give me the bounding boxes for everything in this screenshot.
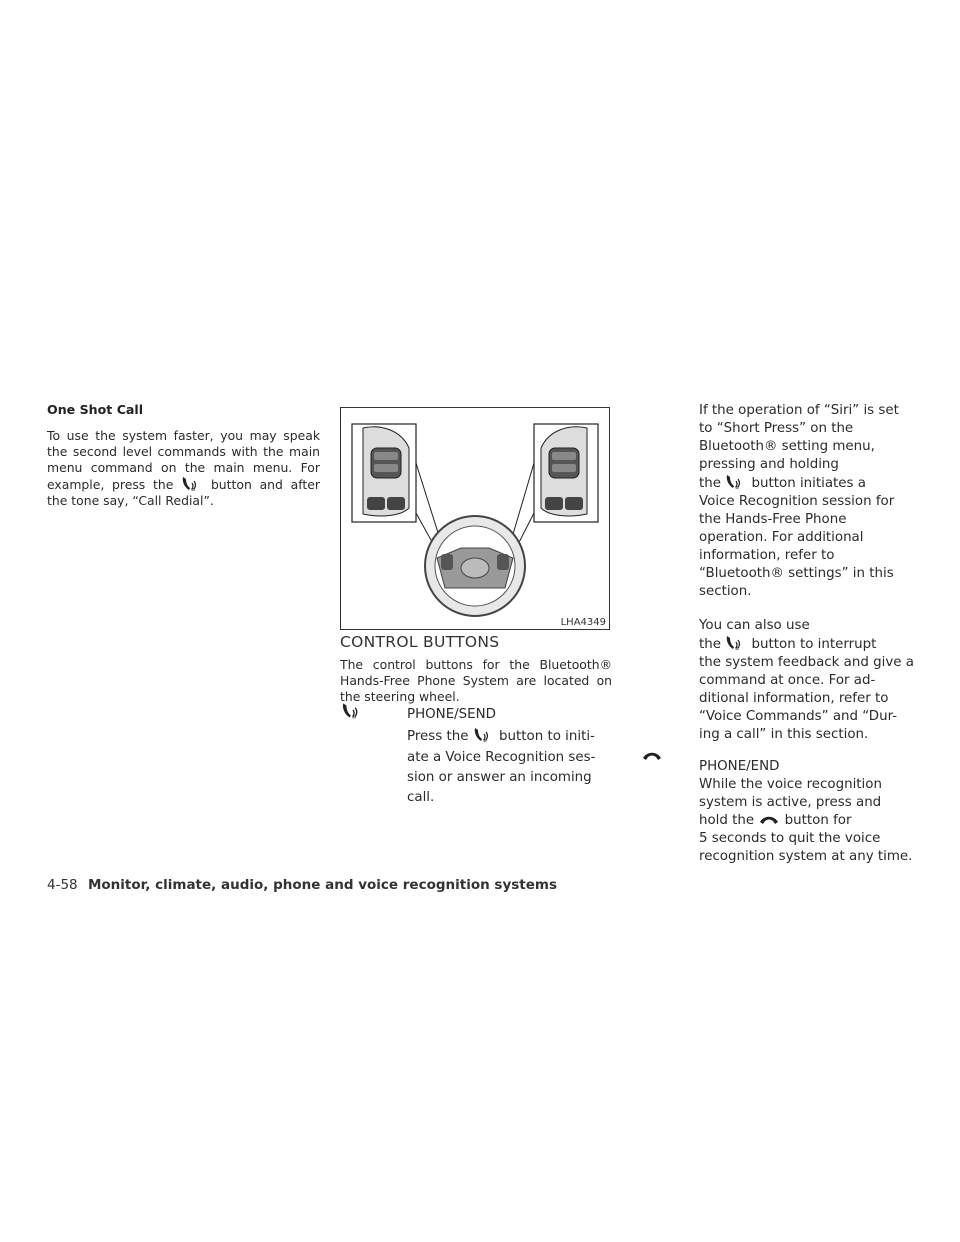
phone-send-line1: Press the w button to initi-	[407, 729, 595, 744]
svg-text:w: w	[191, 487, 196, 492]
phone-voice-icon	[341, 702, 365, 724]
siri-paragraph-rest: Voice Recognition session for the Hands-Free Phone operation. For additional information, refer to “Bluetooth® settings” in this section.	[699, 494, 895, 599]
phone-send-line4: call.	[407, 790, 435, 805]
svg-text:w: w	[351, 714, 357, 720]
page-number: 4-58	[47, 877, 78, 893]
phone-voice-icon	[725, 474, 747, 490]
control-buttons-section	[340, 634, 612, 705]
steering-wheel-figure	[340, 407, 610, 630]
also-paragraph-rest: the system feedback and give a command at once. For ad- ditional information, refer to “Voice Commands” and “Dur- ing a call” in this section.	[699, 655, 914, 742]
svg-text:w: w	[735, 485, 740, 490]
one-shot-call-section	[47, 402, 320, 509]
figure-label: LHA4349	[560, 617, 606, 628]
phone-end-title: PHONE/END	[699, 759, 780, 774]
phone-voice-icon	[725, 635, 747, 651]
page-footer	[47, 877, 557, 893]
phone-end-icon	[641, 748, 663, 767]
also-line1: You can also use	[699, 618, 810, 633]
phone-voice-icon	[473, 727, 495, 743]
phone-send-title: PHONE/SEND	[407, 707, 496, 722]
svg-text:w: w	[482, 738, 487, 743]
chapter-title: Monitor, climate, audio, phone and voice recognition systems	[87, 877, 558, 893]
also-line2: the w button to interrupt	[699, 637, 877, 652]
one-shot-call-heading: One Shot Call	[47, 402, 144, 417]
steering-wheel-illustration	[341, 408, 609, 629]
svg-text:w: w	[735, 646, 740, 651]
control-buttons-heading: CONTROL BUTTONS	[340, 633, 500, 651]
one-shot-call-text: To use the system faster, you may speak the second level commands with the main menu command on the main menu. For example, press the w button and after the tone say, “Call Redial”.	[47, 428, 320, 508]
phone-end-paragraph-rest: 5 seconds to quit the voice recognition system at any time.	[699, 831, 913, 864]
siri-section: If the operation of “Siri” is set to “Short Press” on the Bluetooth® setting menu, pressing and holding the w button initiates a Voice Recognition session for the Hands-Free Phone operation. For additional information, refer to “Bluetooth® settings” in this section. You can also use the w button to interrupt the system feedback and give a command at once. For ad- ditional information, refer to “Voice Commands” and “Dur- ing a call” in this section. PHONE/END While the voice recognition system is active, press and hold the button for 5 seconds to quit the voice recognition system at any time.	[699, 403, 914, 864]
phone-end-icon	[758, 813, 780, 829]
phone-voice-icon	[181, 476, 203, 492]
phone-send-line2: ate a Voice Recognition ses-	[407, 750, 596, 765]
control-buttons-intro: The control buttons for the Bluetooth® Hands-Free Phone System are located on the steering wheel.	[340, 657, 612, 704]
phone-send-line3: sion or answer an incoming	[407, 770, 592, 785]
